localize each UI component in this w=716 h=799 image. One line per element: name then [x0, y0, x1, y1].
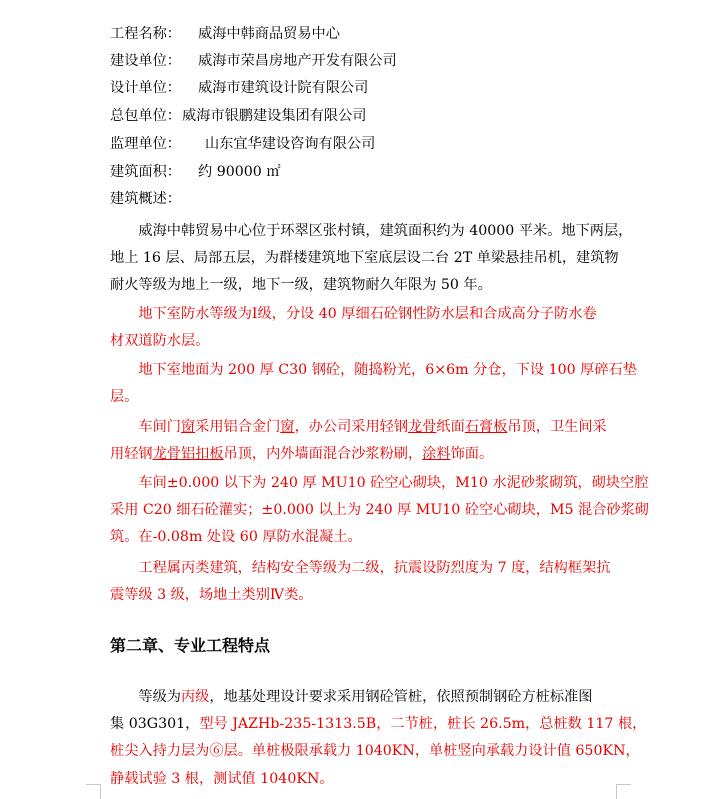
- info-value: 威海市荣昌房地产开发有限公司: [198, 53, 397, 69]
- text-run: ，地基处理设计要求采用钢砼管桩，依照预制钢砼方桩标准图: [209, 689, 593, 705]
- paragraph-line: [110, 441, 610, 468]
- text-run: 车间门: [110, 419, 181, 435]
- underlined-term: 窗: [280, 419, 295, 435]
- info-row-overview-label: [110, 189, 181, 209]
- foundation-paragraph: [110, 684, 647, 793]
- info-value: 威海中韩商品贸易中心: [198, 26, 340, 42]
- info-label: 建设单位：: [110, 53, 181, 69]
- info-label: 建筑面积：: [110, 164, 181, 180]
- info-label: 设计单位：: [110, 80, 181, 96]
- paragraph-line: 桩尖入持力层为⑥层。单桩极限承载力 1040KN，单桩竖向承载力设计值 650KN，: [110, 743, 640, 760]
- info-row-floor-area: [110, 162, 281, 182]
- text-run: 集 03G301，: [110, 716, 200, 733]
- paragraph-line: 采用 C20 细石砼灌实；±0.000 以上为 240 厚 MU10 砼空心砌块，M5 混合砂浆砌: [110, 502, 649, 519]
- paragraph-line: 威海中韩贸易中心位于环翠区张村镇，建筑面积约为 40000 平米。地下两层，: [110, 223, 633, 239]
- waterproof-paragraph: [110, 301, 610, 355]
- paragraph-line: 地下室地面为 200 厚 C30 钢砼，随捣粉光，6×6m 分仓，下设 100 厚碎石垫: [110, 362, 637, 378]
- paragraph-line: 静载试验 3 根，测试值 1040KN。: [110, 770, 334, 787]
- decoration-paragraph: [110, 414, 610, 468]
- text-run: 饰面。: [450, 446, 494, 463]
- paragraph-line: [110, 684, 610, 711]
- info-label: 总包单位：: [110, 108, 181, 124]
- structure-paragraph: [110, 555, 610, 609]
- text-run: 等级为: [110, 689, 181, 705]
- paragraph-line: 工程属丙类建筑，结构安全等级为二级，抗震设防烈度为 7 度，结构框架抗: [110, 560, 611, 576]
- text-run: 用轻钢: [110, 446, 153, 463]
- text-run: 丙级: [180, 689, 210, 705]
- info-row-supervision-unit: [110, 134, 375, 154]
- floor-paragraph: [110, 357, 637, 411]
- text-run: 型号 JAZHb-235-1313.5B，二节桩，桩长 26.5m，总桩数 117 根，: [199, 716, 647, 733]
- info-row-design-unit: [110, 78, 368, 98]
- page-corner-mark: [86, 784, 101, 799]
- underlined-term: 龙骨铝扣板: [152, 446, 224, 463]
- paragraph-line: 筑。在-0.08m 处设 60 厚防水混凝土。: [110, 529, 362, 546]
- text-run: 吊顶，内外墙面混合沙浆粉刷，: [223, 446, 423, 463]
- underlined-term: 龙骨: [408, 419, 437, 435]
- paragraph-line: 震等级 3 级，场地土类别Ⅳ类。: [110, 587, 313, 604]
- paragraph-line: 耐火等级为地上一级，地下一级，建筑物耐久年限为 50 年。: [110, 277, 492, 294]
- overview-paragraph: [110, 218, 633, 300]
- info-row-project-name: [110, 24, 340, 44]
- page-corner-mark: [616, 784, 631, 799]
- paragraph-line: [110, 414, 610, 441]
- info-label: 工程名称：: [110, 26, 181, 42]
- text-run: 采用铝合金门: [195, 419, 281, 435]
- masonry-paragraph: [110, 470, 649, 552]
- text-run: 吊顶，卫生间采: [507, 419, 607, 435]
- info-label: 监理单位：: [110, 136, 181, 152]
- underlined-term: 石膏板: [464, 419, 508, 435]
- info-row-general-contractor: [110, 106, 366, 126]
- underlined-term: 涂料: [422, 446, 451, 463]
- chapter-heading: 第二章、专业工程特点: [110, 636, 271, 655]
- text-run: 纸面: [436, 419, 465, 435]
- info-value: 威海市银鹏建设集团有限公司: [182, 108, 367, 124]
- info-value: 约 90000 ㎡: [198, 164, 281, 180]
- info-value: 山东宜华建设咨询有限公司: [205, 136, 376, 152]
- paragraph-line: 材双道防水层。: [110, 333, 210, 350]
- underlined-term: 窗: [180, 419, 196, 435]
- paragraph-line: 车间±0.000 以下为 240 厚 MU10 砼空心砌块，M10 水泥砂浆砌筑，砌块空腔: [110, 475, 649, 491]
- paragraph-line: 地上 16 层、局部五层，为群楼建筑地下室底层设二台 2T 单梁悬挂吊机，建筑物: [110, 250, 619, 267]
- info-row-construction-unit: [110, 51, 397, 71]
- info-label: 建筑概述：: [110, 191, 181, 207]
- paragraph-line: 层。: [110, 389, 139, 406]
- paragraph-line: [110, 711, 647, 738]
- paragraph-line: 地下室防水等级为Ⅰ级，分设 40 厚细石砼钢性防水层和合成高分子防水卷: [110, 306, 597, 322]
- text-run: ，办公司采用轻钢: [294, 419, 409, 435]
- info-value: 威海市建筑设计院有限公司: [198, 80, 369, 96]
